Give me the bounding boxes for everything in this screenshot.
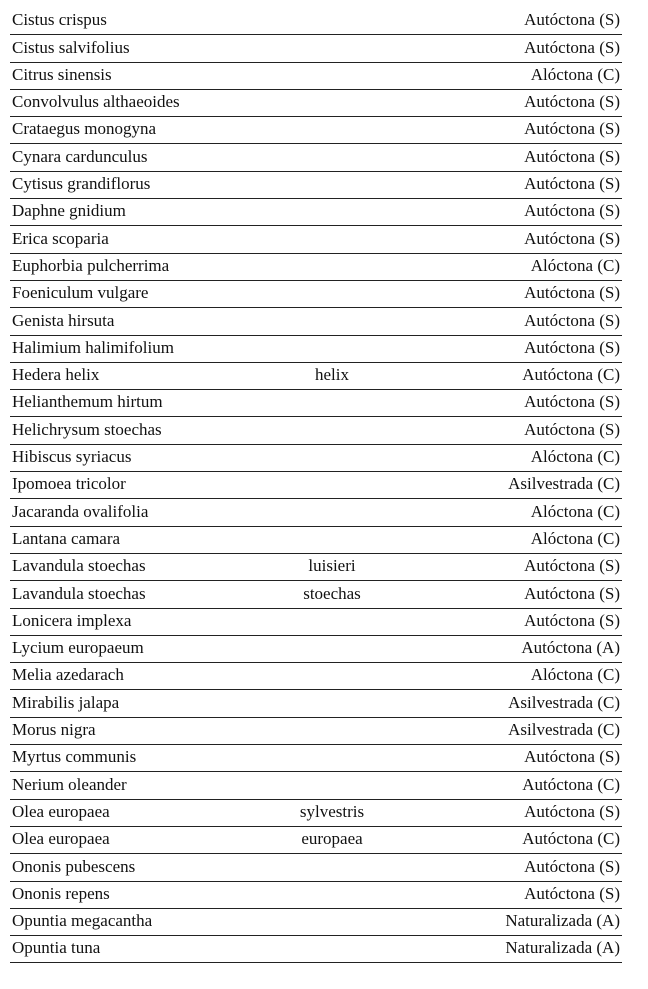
subspecies-name: helix [315,365,349,385]
origin-status: Alóctona (C) [530,447,620,467]
subspecies-name: luisieri [308,556,356,576]
table-row [10,254,622,281]
species-name: Citrus sinensis [12,64,112,84]
table-row [10,882,622,909]
table-row [10,636,622,663]
table-row [10,854,622,881]
table-row [10,827,622,854]
origin-status: Autóctona (S) [524,37,620,57]
species-name: Hedera helix [12,365,100,385]
species-name: Opuntia megacantha [12,911,153,931]
table-row [10,363,622,390]
table-row [10,527,622,554]
species-name: Ipomoea tricolor [12,474,126,494]
species-name: Morus nigra [12,720,96,740]
species-name: Cynara cardunculus [12,146,148,166]
table-row [10,745,622,772]
subspecies-name: stoechas [303,583,361,603]
species-name: Ononis pubescens [12,856,136,876]
table-row [10,308,622,335]
origin-status: Autóctona (S) [524,883,620,903]
origin-status: Autóctona (C) [522,365,620,385]
origin-status: Autóctona (S) [524,92,620,112]
origin-status: Autóctona (S) [524,392,620,412]
origin-status: Autóctona (S) [524,283,620,303]
origin-status: Autóctona (A) [521,638,620,658]
species-name: Euphorbia pulcherrima [12,255,170,275]
species-name: Nerium oleander [12,774,127,794]
table-row [10,609,622,636]
table-row [10,499,622,526]
species-name: Jacaranda ovalifolia [12,501,149,521]
table-row [10,390,622,417]
origin-status: Alóctona (C) [530,501,620,521]
table-row [10,663,622,690]
species-name: Olea europaea [12,829,110,849]
species-name: Cytisus grandiflorus [12,174,151,194]
species-name: Mirabilis jalapa [12,692,120,712]
origin-status: Alóctona (C) [530,64,620,84]
species-name: Erica scoparia [12,228,109,248]
origin-status: Naturalizada (A) [505,911,620,931]
origin-status: Autóctona (S) [524,556,620,576]
table-row [10,281,622,308]
species-name: Genista hirsuta [12,310,115,330]
origin-status: Autóctona (S) [524,419,620,439]
table-row [10,554,622,581]
species-name: Lonicera implexa [12,610,132,630]
species-name: Daphne gnidium [12,201,126,221]
origin-status: Asilvestrada (C) [508,474,620,494]
table-row [10,199,622,226]
origin-status: Autóctona (S) [524,119,620,139]
species-name: Hibiscus syriacus [12,447,132,467]
table-row [10,172,622,199]
origin-status: Asilvestrada (C) [508,692,620,712]
origin-status: Autóctona (C) [522,829,620,849]
table-row [10,144,622,171]
origin-status: Autóctona (S) [524,10,620,30]
species-name: Cistus crispus [12,10,107,30]
origin-status: Autóctona (S) [524,146,620,166]
origin-status: Asilvestrada (C) [508,720,620,740]
species-name: Helianthemum hirtum [12,392,163,412]
table-row [10,472,622,499]
species-name: Ononis repens [12,883,110,903]
origin-status: Autóctona (S) [524,747,620,767]
origin-status: Alóctona (C) [530,528,620,548]
subspecies-name: europaea [301,829,363,849]
species-name: Lycium europaeum [12,638,144,658]
origin-status: Autóctona (S) [524,610,620,630]
table-row [10,63,622,90]
species-name: Myrtus communis [12,747,137,767]
subspecies-name: sylvestris [299,801,365,821]
origin-status: Alóctona (C) [530,665,620,685]
origin-status: Autóctona (S) [524,201,620,221]
species-name: Halimium halimifolium [12,337,174,357]
species-name: Opuntia tuna [12,938,101,958]
table-row [10,117,622,144]
origin-status: Alóctona (C) [530,255,620,275]
species-name: Melia azedarach [12,665,124,685]
origin-status: Autóctona (C) [522,774,620,794]
table-row [10,936,622,963]
species-name: Lavandula stoechas [12,556,146,576]
table-row [10,226,622,253]
origin-status: Autóctona (S) [524,310,620,330]
table-row [10,690,622,717]
species-name: Helichrysum stoechas [12,419,162,439]
species-name: Olea europaea [12,801,110,821]
origin-status: Naturalizada (A) [505,938,620,958]
species-name: Convolvulus althaeoides [12,92,180,112]
origin-status: Autóctona (S) [524,174,620,194]
table-row [10,35,622,62]
table-row [10,581,622,608]
table-row [10,8,622,35]
origin-status: Autóctona (S) [524,228,620,248]
table-row [10,90,622,117]
table-row [10,417,622,444]
table-row [10,909,622,936]
table-row [10,800,622,827]
origin-status: Autóctona (S) [524,337,620,357]
origin-status: Autóctona (S) [524,583,620,603]
table-row [10,772,622,799]
species-name: Foeniculum vulgare [12,283,149,303]
species-table [10,8,622,963]
table-row [10,718,622,745]
table-row [10,336,622,363]
origin-status: Autóctona (S) [524,856,620,876]
species-name: Cistus salvifolius [12,37,130,57]
species-name: Crataegus monogyna [12,119,156,139]
table-row [10,445,622,472]
species-name: Lavandula stoechas [12,583,146,603]
species-name: Lantana camara [12,528,121,548]
origin-status: Autóctona (S) [524,801,620,821]
